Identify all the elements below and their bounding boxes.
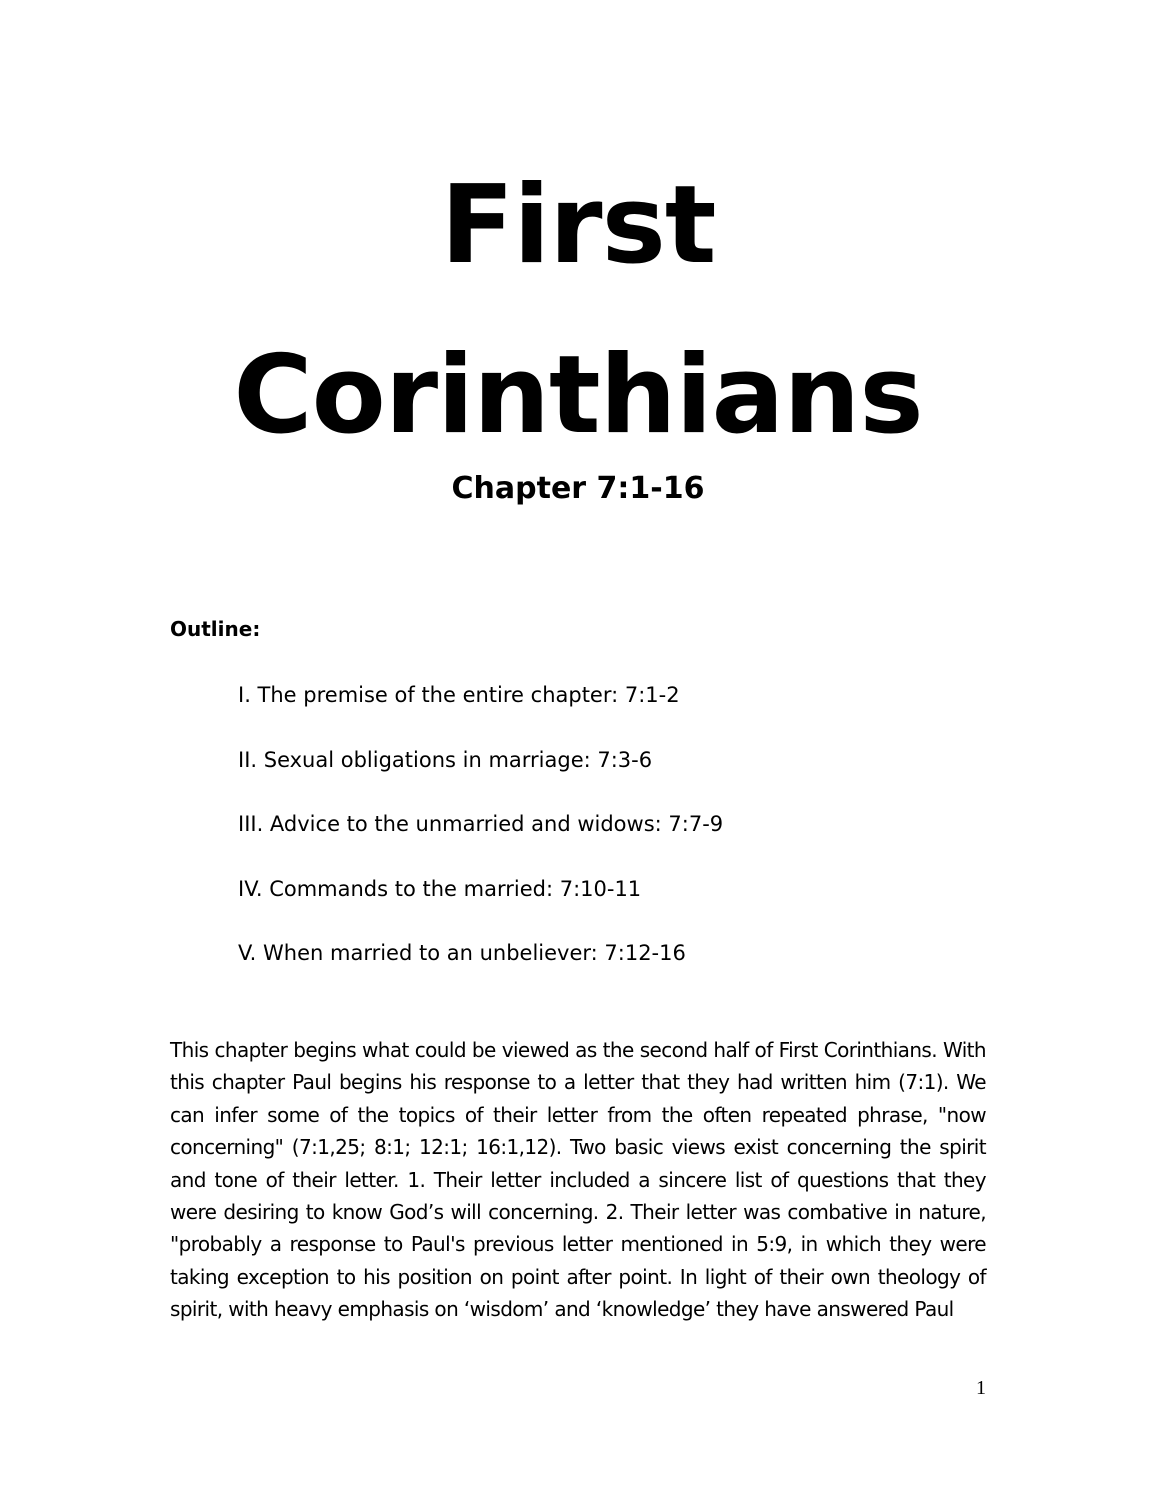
chapter-subtitle: Chapter 7:1-16 [451, 471, 705, 506]
title-line-corinthians: Corinthians [233, 333, 923, 458]
title-line-first: First [440, 163, 716, 288]
page-number: 1 [976, 1377, 986, 1399]
outline-list [238, 680, 723, 1003]
body-paragraph: This chapter begins what could be viewed as the second half of First Corinthians. With this chapter Paul begins his response to a letter that they had written him (7:1). We can infer some of the topics of their letter from the often repeated phrase, "now concerning" (7:1,25; 8:1; 12:1; 16:1,12). Two basic views exist concerning the spirit and tone of their letter. 1. Their letter included a sincere list of questions that they were desiring to know God’s will concerning. 2. Their letter was combative in nature, "probably a response to Paul's previous letter mentioned in 5:9, in which they were taking exception to his position on point after point. In light of their own theology of spirit, with heavy emphasis on ‘wisdom’ and ‘knowledge’ they have answered Paul [170, 1038, 986, 1322]
outline-heading: Outline: [170, 617, 261, 641]
outline-item: IV. Commands to the married: 7:10-11 [238, 876, 642, 901]
outline-item: I. The premise of the entire chapter: 7:1-2 [238, 683, 680, 707]
outline-item: II. Sexual obligations in marriage: 7:3-6 [238, 747, 653, 772]
outline-item: V. When married to an unbeliever: 7:12-16 [238, 941, 686, 965]
outline-item: III. Advice to the unmarried and widows: 7:7-9 [238, 812, 724, 836]
